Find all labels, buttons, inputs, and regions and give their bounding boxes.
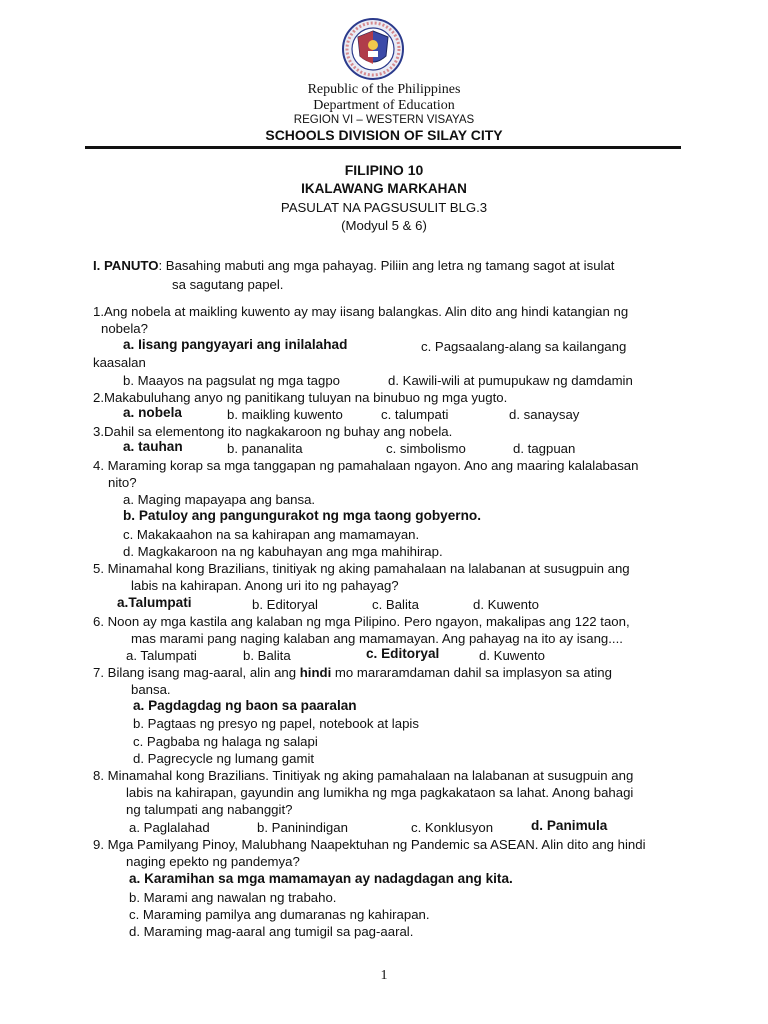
instructions xyxy=(93,257,614,274)
q7-option-d: d. Pagrecycle ng lumang gamit xyxy=(133,751,315,766)
q6-option-d: d. Kuwento xyxy=(479,648,545,663)
question-1-text: 1.Ang nobela at maikling kuwento ay may iisang balangkas. Alin dito ang hindi katangian ng xyxy=(93,304,629,319)
q1-option-a: a. Iisang pangyayari ang inilalahad xyxy=(123,337,348,352)
question-8-text: 8. Minamahal kong Brazilians. Tinitiyak ng aking pamahalaan na lalabanan at susugpuin ang xyxy=(93,768,634,783)
question-4-text: 4. Maraming korap sa mga tanggapan ng pamahalaan ngayon. Ano ang maaring kalalabasan xyxy=(93,458,639,473)
q9-option-d: d. Maraming mag-aaral ang tumigil sa pag-aaral. xyxy=(129,924,414,939)
q9-option-a: a. Karamihan sa mga mamamayan ay nadagdagan ang kita. xyxy=(129,871,513,886)
region-line: REGION VI – WESTERN VISAYAS xyxy=(293,114,475,126)
q1-option-c-cont: kaasalan xyxy=(93,355,146,370)
q6-option-c: c. Editoryal xyxy=(366,646,440,661)
division-line: SCHOOLS DIVISION OF SILAY CITY xyxy=(265,127,503,143)
question-1-text-cont: nobela? xyxy=(101,321,148,336)
q1-option-c: c. Pagsaalang-alang sa kailangang xyxy=(421,339,627,354)
deped-seal-logo xyxy=(342,18,404,80)
question-6-text: 6. Noon ay mga kastila ang kalaban ng mga Pilipino. Pero ngayon, makalipas ang 122 taon, xyxy=(93,614,630,629)
question-8-text-cont2: ng talumpati ang nabanggit? xyxy=(126,802,293,817)
instructions-label: I. PANUTO xyxy=(93,258,159,273)
department-line: Department of Education xyxy=(313,98,455,113)
question-6-text-cont: mas marami pang naging kalaban ang mamamayan. Ang pahayag na ito ay isang.... xyxy=(131,631,623,646)
question-2-text: 2.Makabuluhang anyo ng panitikang tuluyan na binubuo ng mga yugto. xyxy=(93,390,508,405)
q9-option-c: c. Maraming pamilya ang dumaranas ng kahirapan. xyxy=(129,907,430,922)
q3-option-b: b. pananalita xyxy=(227,441,303,456)
q5-option-a: a.Talumpati xyxy=(117,595,192,610)
subject-title: FILIPINO 10 xyxy=(344,162,424,178)
question-9-text: 9. Mga Pamilyang Pinoy, Malubhang Naapektuhan ng Pandemic sa ASEAN. Alin dito ang hindi xyxy=(93,837,646,852)
question-5-text-cont: labis na kahirapan. Anong uri ito ng pahayag? xyxy=(131,578,399,593)
quarter-title: IKALAWANG MARKAHAN xyxy=(301,181,467,196)
q5-option-c: c. Balita xyxy=(372,597,419,612)
modules-title: (Modyul 5 & 6) xyxy=(341,218,427,233)
q2-option-b: b. maikling kuwento xyxy=(227,407,343,422)
q4-option-d: d. Magkakaroon na ng kabuhayan ang mga mahihirap. xyxy=(123,544,443,559)
q2-option-c: c. talumpati xyxy=(381,407,449,422)
q4-option-b: b. Patuloy ang pangungurakot ng mga taong gobyerno. xyxy=(123,508,481,523)
instructions-line1: : Basahing mabuti ang mga pahayag. Piliin ang letra ng tamang sagot at isulat xyxy=(158,258,615,273)
page-number: 1 xyxy=(380,968,388,983)
q7-option-b: b. Pagtaas ng presyo ng papel, notebook at lapis xyxy=(133,716,419,731)
q7-option-c: c. Pagbaba ng halaga ng salapi xyxy=(133,734,318,749)
q2-option-a: a. nobela xyxy=(123,405,182,420)
q3-option-d: d. tagpuan xyxy=(513,441,576,456)
q4-option-c: c. Makakaahon na sa kahirapan ang mamamayan. xyxy=(123,527,420,542)
q7-option-a: a. Pagdagdag ng baon sa paaralan xyxy=(133,698,357,713)
q3-option-c: c. simbolismo xyxy=(386,441,466,456)
q3-option-a: a. tauhan xyxy=(123,439,183,454)
q5-option-b: b. Editoryal xyxy=(252,597,318,612)
question-7-text xyxy=(93,664,612,681)
q8-option-c: c. Konklusyon xyxy=(411,820,494,835)
q8-option-d: d. Panimula xyxy=(531,818,608,833)
q1-option-b: b. Maayos na pagsulat ng mga tagpo xyxy=(123,373,341,388)
question-7-emphasis: hindi xyxy=(299,665,332,680)
question-4-text-cont: nito? xyxy=(108,475,137,490)
q6-option-b: b. Balita xyxy=(243,648,291,663)
test-title: PASULAT NA PAGSUSULIT BLG.3 xyxy=(280,200,488,215)
question-7-text-part2: mo mararamdaman dahil sa implasyon sa ating xyxy=(331,665,612,680)
question-7-text-part1: 7. Bilang isang mag-aaral, alin ang xyxy=(93,665,300,680)
q5-option-d: d. Kuwento xyxy=(473,597,539,612)
republic-line: Republic of the Philippines xyxy=(307,82,461,97)
q1-option-d: d. Kawili-wili at pumupukaw ng damdamin xyxy=(388,373,633,388)
header-divider xyxy=(85,146,681,149)
q4-option-a: a. Maging mapayapa ang bansa. xyxy=(123,492,316,507)
question-9-text-cont: naging epekto ng pandemya? xyxy=(126,854,300,869)
question-3-text: 3.Dahil sa elementong ito nagkakaroon ng buhay ang nobela. xyxy=(93,424,453,439)
q6-option-a: a. Talumpati xyxy=(126,648,197,663)
q9-option-b: b. Marami ang nawalan ng trabaho. xyxy=(129,890,337,905)
question-8-text-cont: labis na kahirapan, gayundin ang lumikha ng mga pagkakataon sa lahat. Anong bahagi xyxy=(126,785,634,800)
q8-option-a: a. Paglalahad xyxy=(129,820,210,835)
instructions-line2: sa sagutang papel. xyxy=(172,277,284,292)
question-5-text: 5. Minamahal kong Brazilians, tinitiyak ng aking pamahalaan na lalabanan at susugpuin ang xyxy=(93,561,630,576)
q8-option-b: b. Paninindigan xyxy=(257,820,348,835)
q2-option-d: d. sanaysay xyxy=(509,407,580,422)
question-7-text-cont: bansa. xyxy=(131,682,171,697)
